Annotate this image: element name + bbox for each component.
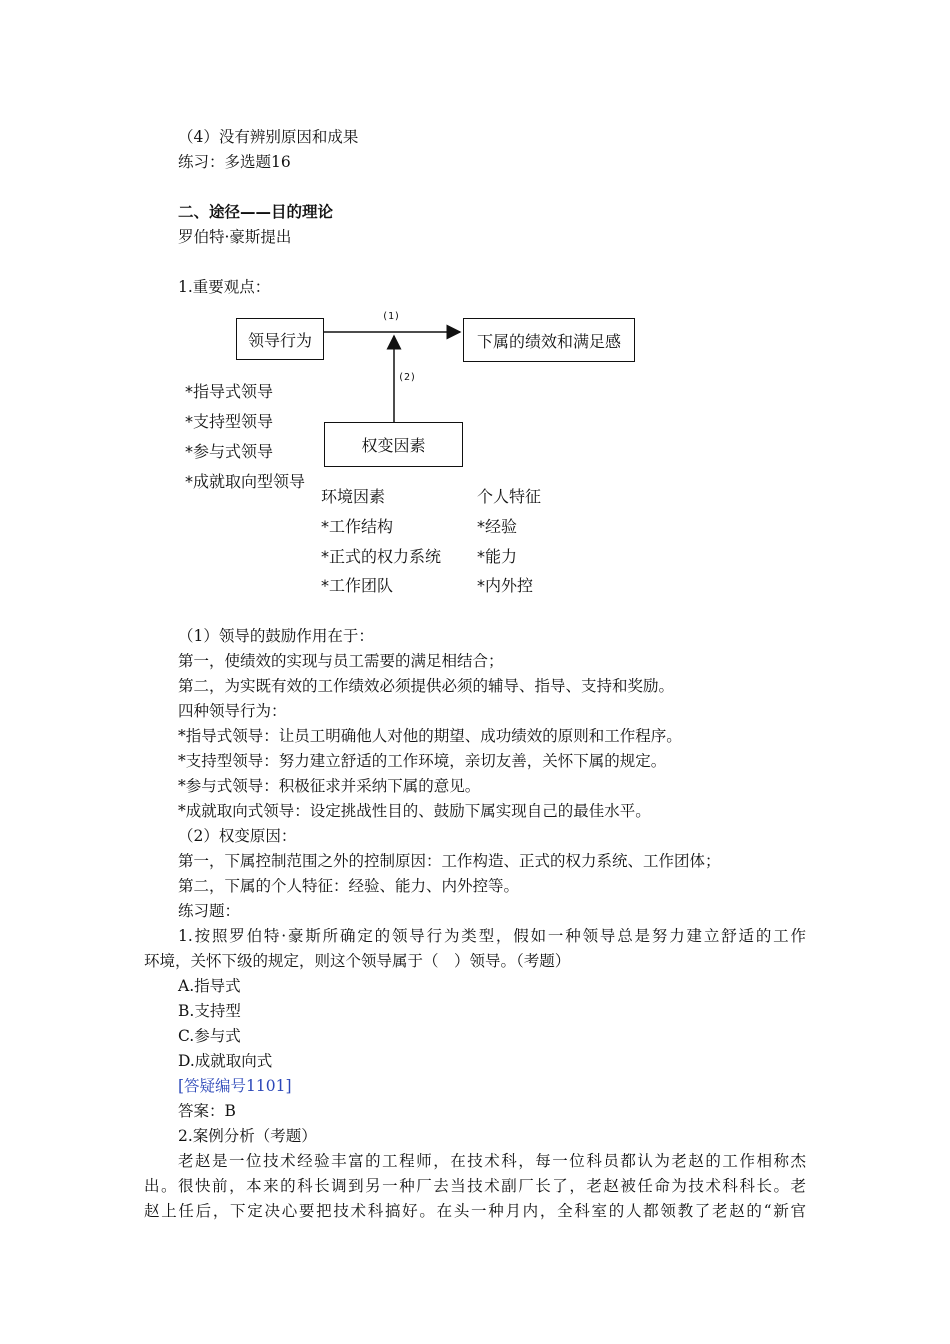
case-paragraph-line: 赵上任后，下定决心要把技术科搞好。在头一种月内，全科室的人都领教了老赵的“新官 (144, 1202, 806, 1220)
box-leader-behavior: 领导行为 (236, 318, 324, 360)
case-paragraph-line: 出。很快前，本来的科长调到另一种厂去当技术副厂长了，老赵被任命为技术科科长。老 (144, 1177, 806, 1195)
personal-item-locus: *内外控 (477, 576, 534, 595)
env-item-team: *工作团队 (321, 576, 394, 595)
body-line: 第一，使绩效的实现与员工需要的满足相结合； (178, 652, 504, 670)
arrow-label-2: (2) (398, 372, 417, 383)
question-stem-1: 1.按照罗伯特·豪斯所确定的领导行为类型，假如一种领导总是努力建立舒适的工作 (178, 927, 806, 945)
style-supportive: *支持型领导 (185, 412, 274, 431)
question-stem-2: 环境，关怀下级的规定，则这个领导属于（ ）领导。（考题） (144, 952, 571, 970)
body-line: *支持型领导：努力建立舒适的工作环境，亲切友善，关怀下属的规定。 (178, 752, 667, 770)
personal-item-experience: *经验 (477, 517, 518, 536)
case-title: 2.案例分析（考题） (178, 1127, 317, 1145)
option-a: A.指导式 (178, 977, 241, 995)
personal-item-ability: *能力 (477, 547, 518, 566)
diagram-arrows (0, 0, 950, 500)
section-heading: 二、途径——目的理论 (178, 203, 334, 221)
intro-line-2: 练习：多选题16 (178, 153, 291, 171)
case-paragraph-line: 老赵是一位技术经验丰富的工程师，在技术科，每一位科员都认为老赵的工作相称杰 (178, 1152, 806, 1170)
box-subordinate-outcome: 下属的绩效和满足感 (463, 318, 635, 362)
body-line: （2）权变原因： (178, 827, 297, 845)
body-line: 练习题： (178, 902, 241, 920)
qa-reference-link[interactable]: [答疑编号1101] (178, 1077, 292, 1095)
body-line: *指导式领导：让员工明确他人对他的期望、成功绩效的原则和工作程序。 (178, 727, 682, 745)
env-item-structure: *工作结构 (321, 517, 394, 536)
body-line: 第二，为实既有效的工作绩效必须提供必须的辅导、指导、支持和奖励。 (178, 677, 675, 695)
body-line: （1）领导的鼓励作用在于： (178, 627, 374, 645)
body-line: 第一，下属控制范围之外的控制原因：工作构造、正式的权力系统、工作团体； (178, 852, 721, 870)
intro-line-1: （4）没有辨别原因和成果 (178, 128, 359, 146)
answer-line: 答案：B (178, 1102, 236, 1120)
env-item-authority: *正式的权力系统 (321, 547, 442, 566)
point-1-label: 1.重要观点： (178, 278, 271, 296)
env-factors-title: 环境因素 (321, 487, 386, 506)
body-line: 第二，下属的个人特征：经验、能力、内外控等。 (178, 877, 520, 895)
body-line: *参与式领导：积极征求并采纳下属的意见。 (178, 777, 481, 795)
style-directive: *指导式领导 (185, 382, 274, 401)
personal-traits-title: 个人特征 (477, 487, 542, 506)
style-participative: *参与式领导 (185, 442, 274, 461)
arrow-label-1: (1) (382, 311, 401, 322)
style-achievement: *成就取向型领导 (185, 472, 306, 491)
body-line: *成就取向式领导：设定挑战性目的、鼓励下属实现自己的最佳水平。 (178, 802, 651, 820)
option-b: B.支持型 (178, 1002, 241, 1020)
body-line: 四种领导行为： (178, 702, 287, 720)
option-c: C.参与式 (178, 1027, 241, 1045)
option-d: D.成就取向式 (178, 1052, 273, 1070)
section-author: 罗伯特·豪斯提出 (178, 228, 292, 246)
box-contingency-factors: 权变因素 (324, 422, 463, 467)
